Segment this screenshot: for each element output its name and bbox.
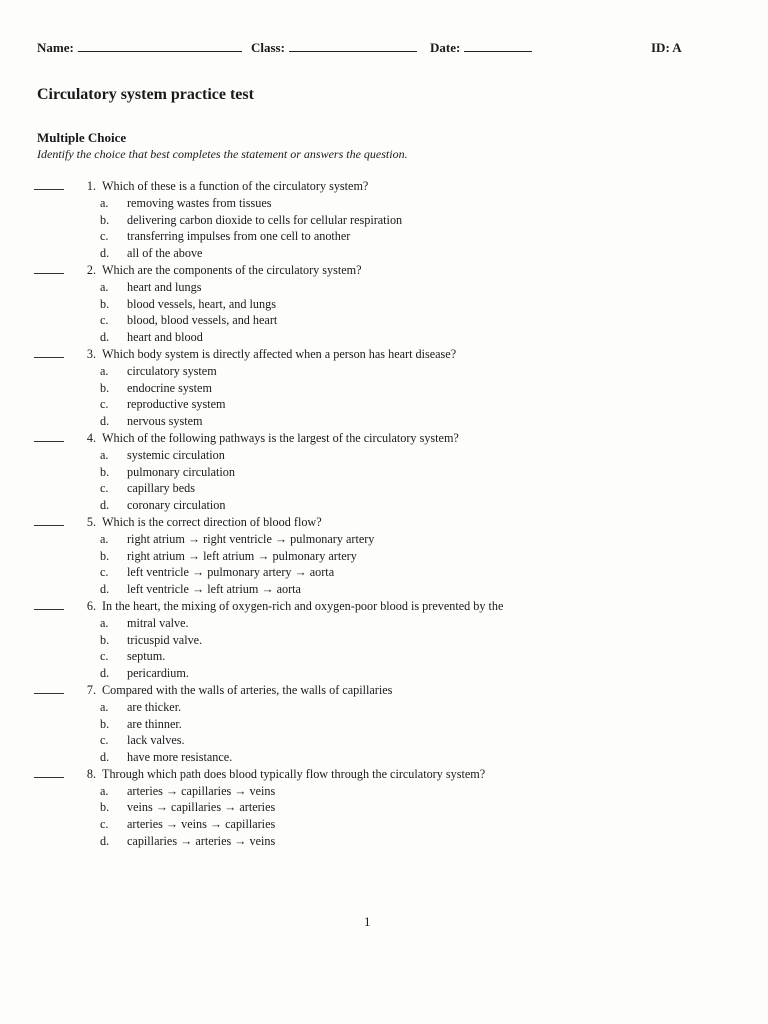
choice-letter: c. xyxy=(100,649,109,664)
choice-letter: b. xyxy=(100,296,110,311)
choice-text: capillaries → arteries → veins xyxy=(127,834,276,849)
question-stem-row xyxy=(34,598,734,615)
choice-letter: d. xyxy=(100,666,110,681)
answer-choice xyxy=(34,783,734,800)
answer-choice xyxy=(34,447,734,464)
choice-text: reproductive system xyxy=(127,397,226,412)
question-stem-row xyxy=(34,178,734,195)
date-label: Date: xyxy=(430,40,461,55)
choice-text: right atrium → left atrium → pulmonary artery xyxy=(127,548,357,563)
choice-text: blood, blood vessels, and heart xyxy=(127,313,278,328)
choice-text: are thinner. xyxy=(127,716,182,731)
class-label: Class: xyxy=(251,40,285,55)
id-label: ID: A xyxy=(651,40,682,55)
choice-letter: a. xyxy=(100,447,109,462)
choice-letter: a. xyxy=(100,195,109,210)
answer-choice xyxy=(34,464,734,481)
choice-letter: d. xyxy=(100,834,110,849)
class-blank[interactable] xyxy=(289,40,417,52)
choice-text: systemic circulation xyxy=(127,447,225,462)
answer-choice xyxy=(34,665,734,682)
choice-letter: d. xyxy=(100,246,110,261)
choice-letter: b. xyxy=(100,212,110,227)
answer-choice xyxy=(34,480,734,497)
question-number: 4. xyxy=(86,430,96,445)
question-stem: Which of the following pathways is the largest of the circulatory system? xyxy=(102,430,459,445)
choice-text: tricuspid valve. xyxy=(127,632,203,647)
answer-choice xyxy=(34,615,734,632)
choice-letter: c. xyxy=(100,313,109,328)
answer-choice xyxy=(34,329,734,346)
answer-choice xyxy=(34,279,734,296)
answer-choice xyxy=(34,581,734,598)
choice-letter: b. xyxy=(100,716,110,731)
question-stem-row xyxy=(34,430,734,447)
answer-choice xyxy=(34,749,734,766)
answer-blank[interactable] xyxy=(34,609,64,610)
choice-text: nervous system xyxy=(127,414,203,429)
section-title: Multiple Choice xyxy=(37,130,127,145)
answer-choice xyxy=(34,380,734,397)
answer-choice xyxy=(34,716,734,733)
question-number: 5. xyxy=(86,514,96,529)
choice-letter: d. xyxy=(100,582,110,597)
answer-choice xyxy=(34,816,734,833)
choice-letter: b. xyxy=(100,548,110,563)
answer-choice xyxy=(34,312,734,329)
answer-choice xyxy=(34,195,734,212)
choice-letter: b. xyxy=(100,464,110,479)
answer-choice xyxy=(34,396,734,413)
choice-text: mitral valve. xyxy=(127,615,189,630)
choice-text: heart and blood xyxy=(127,330,203,345)
choice-letter: c. xyxy=(100,397,109,412)
question-stem: Which is the correct direction of blood flow? xyxy=(102,514,322,529)
question-number: 2. xyxy=(86,262,96,277)
choice-text: blood vessels, heart, and lungs xyxy=(127,296,276,311)
choice-letter: c. xyxy=(100,817,109,832)
choice-letter: c. xyxy=(100,565,109,580)
choice-letter: a. xyxy=(100,699,109,714)
section-instructions: Identify the choice that best completes the statement or answers the question. xyxy=(37,147,408,161)
question-stem: Which of these is a function of the circulatory system? xyxy=(102,179,369,193)
choice-text: coronary circulation xyxy=(127,498,226,513)
choice-letter: b. xyxy=(100,380,110,395)
question-stem-row xyxy=(34,766,734,783)
choice-letter: d. xyxy=(100,498,110,513)
question-number: 1. xyxy=(86,179,96,193)
question-stem: Which body system is directly affected when a person has heart disease? xyxy=(102,346,457,361)
answer-choice xyxy=(34,228,734,245)
answer-choice xyxy=(34,732,734,749)
choice-text: are thicker. xyxy=(127,699,182,714)
question-list xyxy=(34,178,734,850)
answer-choice xyxy=(34,497,734,514)
page-number: 1 xyxy=(364,914,371,929)
answer-choice xyxy=(34,245,734,262)
question-stem: Through which path does blood typically flow through the circulatory system? xyxy=(102,766,486,781)
answer-choice xyxy=(34,833,734,850)
question-number: 7. xyxy=(86,682,96,697)
choice-text: arteries → capillaries → veins xyxy=(127,783,276,798)
answer-blank[interactable] xyxy=(34,693,64,694)
choice-text: heart and lungs xyxy=(127,279,202,294)
answer-blank[interactable] xyxy=(34,273,64,274)
question-stem: In the heart, the mixing of oxygen-rich and oxygen-poor blood is prevented by the xyxy=(102,598,504,613)
answer-choice xyxy=(34,413,734,430)
answer-blank[interactable] xyxy=(34,357,64,358)
answer-choice xyxy=(34,564,734,581)
answer-blank[interactable] xyxy=(34,441,64,442)
choice-text: left ventricle → pulmonary artery → aorta xyxy=(127,565,335,580)
choice-letter: d. xyxy=(100,414,110,429)
answer-choice xyxy=(34,799,734,816)
choice-text: left ventricle → left atrium → aorta xyxy=(127,582,301,597)
name-label: Name: xyxy=(37,40,74,55)
answer-choice xyxy=(34,531,734,548)
choice-text: right atrium → right ventricle → pulmonary artery xyxy=(127,531,375,546)
question-stem-row xyxy=(34,682,734,699)
answer-blank[interactable] xyxy=(34,777,64,778)
question-number: 3. xyxy=(86,346,96,361)
choice-letter: b. xyxy=(100,632,110,647)
choice-letter: a. xyxy=(100,279,109,294)
answer-blank[interactable] xyxy=(34,189,64,190)
choice-text: delivering carbon dioxide to cells for cellular respiration xyxy=(127,212,403,227)
answer-choice xyxy=(34,648,734,665)
question-stem: Which are the components of the circulatory system? xyxy=(102,262,362,277)
answer-choice xyxy=(34,212,734,229)
choice-text: septum. xyxy=(127,649,166,664)
answer-choice xyxy=(34,548,734,565)
choice-letter: a. xyxy=(100,363,109,378)
choice-text: all of the above xyxy=(127,246,203,261)
choice-letter: d. xyxy=(100,330,110,345)
choice-text: have more resistance. xyxy=(127,750,233,765)
choice-text: lack valves. xyxy=(127,733,185,748)
answer-blank[interactable] xyxy=(34,525,64,526)
choice-letter: a. xyxy=(100,531,109,546)
date-blank[interactable] xyxy=(464,40,532,52)
question-number: 8. xyxy=(86,766,96,781)
choice-letter: c. xyxy=(100,481,109,496)
question-stem-row xyxy=(34,262,734,279)
choice-text: pericardium. xyxy=(127,666,189,681)
question-stem-row xyxy=(34,346,734,363)
choice-text: transferring impulses from one cell to another xyxy=(127,229,351,244)
choice-text: circulatory system xyxy=(127,363,217,378)
answer-choice xyxy=(34,363,734,380)
class-field[interactable] xyxy=(251,40,417,56)
choice-letter: d. xyxy=(100,750,110,765)
choice-text: endocrine system xyxy=(127,380,212,395)
answer-choice xyxy=(34,632,734,649)
page-title: Circulatory system practice test xyxy=(37,86,254,103)
choice-text: pulmonary circulation xyxy=(127,464,235,479)
choice-text: veins → capillaries → arteries xyxy=(127,800,276,815)
choice-letter: a. xyxy=(100,783,109,798)
question-stem: Compared with the walls of arteries, the walls of capillaries xyxy=(102,682,393,697)
name-blank[interactable] xyxy=(78,40,242,52)
date-field[interactable] xyxy=(430,40,532,56)
choice-letter: b. xyxy=(100,800,110,815)
answer-choice xyxy=(34,296,734,313)
name-field[interactable] xyxy=(37,40,242,56)
question-number: 6. xyxy=(86,598,96,613)
choice-text: arteries → veins → capillaries xyxy=(127,817,276,832)
choice-letter: a. xyxy=(100,615,109,630)
choice-text: removing wastes from tissues xyxy=(127,195,272,210)
choice-letter: c. xyxy=(100,733,109,748)
answer-choice xyxy=(34,699,734,716)
choice-text: capillary beds xyxy=(127,481,196,496)
question-stem-row xyxy=(34,514,734,531)
choice-letter: c. xyxy=(100,229,109,244)
